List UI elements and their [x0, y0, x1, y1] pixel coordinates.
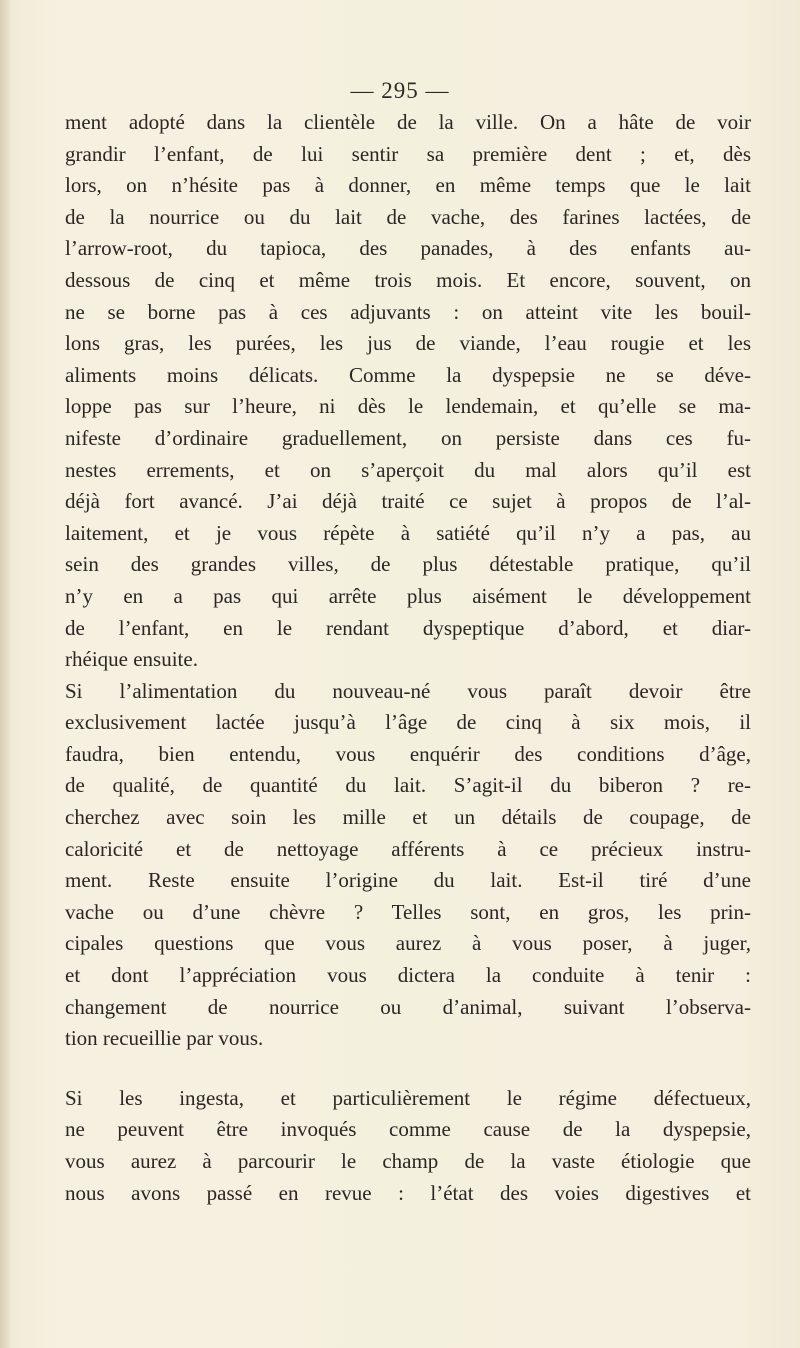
text-line: caloricité et de nettoyage afférents à ce précieux instru- — [65, 836, 751, 861]
text-line: nous avons passé en revue : l’état des voies digestives et — [65, 1180, 751, 1205]
text-line: n’y en a pas qui arrête plus aisément le développement — [65, 583, 751, 608]
body-text — [65, 107, 751, 1209]
text-line: cherchez avec soin les mille et un détails de coupage, de — [65, 805, 751, 830]
text-line: et dont l’appréciation vous dictera la conduite à tenir : — [65, 963, 751, 988]
text-line: faudra, bien entendu, vous enquérir des conditions d’âge, — [65, 741, 751, 766]
text-line: cipales questions que vous aurez à vous poser, à juger, — [65, 931, 751, 956]
text-line: lons gras, les purées, les jus de viande, l’eau rougie et les — [65, 331, 751, 356]
text-line: Si l’alimentation du nouveau-né vous paraît devoir être — [65, 678, 751, 703]
text-line: exclusivement lactée jusqu’à l’âge de cinq à six mois, il — [65, 710, 751, 735]
text-line: nifeste d’ordinaire graduellement, on persiste dans ces fu- — [65, 425, 751, 450]
text-line: l’arrow-root, du tapioca, des panades, à des enfants au- — [65, 236, 751, 261]
text-line: rhéique ensuite. — [65, 647, 198, 672]
text-line: déjà fort avancé. J’ai déjà traité ce sujet à propos de l’al- — [65, 489, 751, 514]
text-line: vache ou d’une chèvre ? Telles sont, en gros, les prin- — [65, 899, 751, 924]
text-line: de l’enfant, en le rendant dyspeptique d’abord, et diar- — [65, 615, 751, 640]
text-line: changement de nourrice ou d’animal, suivant l’observa- — [65, 994, 751, 1019]
paragraph-1 — [65, 107, 751, 676]
paragraph-spacer — [65, 1055, 751, 1083]
text-line: ne se borne pas à ces adjuvants : on atteint vite les bouil- — [65, 299, 751, 324]
page-spine-shadow — [0, 0, 10, 1348]
text-line: vous aurez à parcourir le champ de la vaste étiologie que — [65, 1149, 751, 1173]
text-line: tion recueillie par vous. — [65, 1026, 264, 1051]
text-line: nestes errements, et on s’aperçoit du mal alors qu’il est — [65, 457, 751, 482]
text-line: loppe pas sur l’heure, ni dès le lendemain, et qu’elle se ma- — [65, 394, 751, 419]
text-line: de la nourrice ou du lait de vache, des farines lactées, de — [65, 204, 751, 229]
text-line: aliments moins délicats. Comme la dyspepsie ne se déve- — [65, 362, 751, 387]
text-line: laitement, et je vous répète à satiété qu’il n’y a pas, au — [65, 520, 751, 545]
paragraph-2 — [65, 676, 751, 1055]
text-line: ment adopté dans la clientèle de la ville. On a hâte de voir — [65, 110, 751, 134]
text-line: lors, on n’hésite pas à donner, en même temps que le lait — [65, 173, 751, 198]
text-line: ment. Reste ensuite l’origine du lait. Est-il tiré d’une — [65, 868, 751, 893]
text-line: de qualité, de quantité du lait. S’agit-il du biberon ? re- — [65, 773, 751, 798]
paragraph-3 — [65, 1083, 751, 1209]
text-line: Si les ingesta, et particulièrement le régime défectueux, — [65, 1085, 751, 1110]
page-number: — 295 — — [350, 78, 450, 103]
text-line: sein des grandes villes, de plus détestable pratique, qu’il — [65, 552, 751, 577]
text-line: ne peuvent être invoqués comme cause de la dyspepsie, — [65, 1117, 751, 1142]
text-line: dessous de cinq et même trois mois. Et encore, souvent, on — [65, 267, 751, 292]
text-line: grandir l’enfant, de lui sentir sa première dent ; et, dès — [65, 141, 751, 166]
